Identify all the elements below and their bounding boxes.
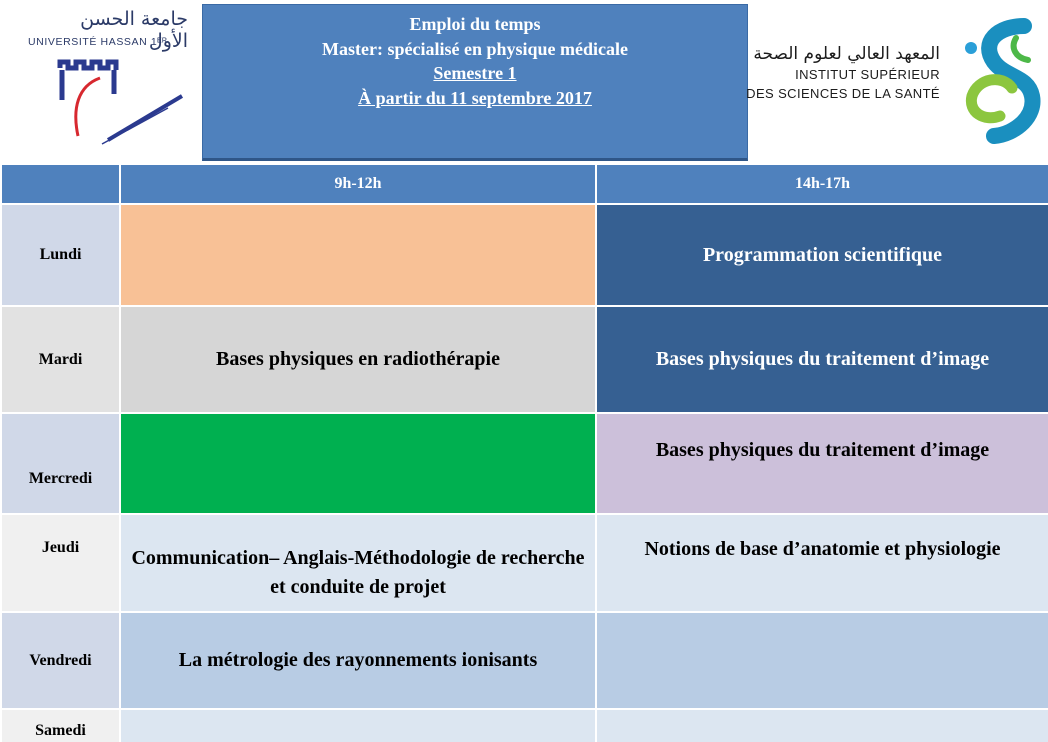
- day-label-samedi: Samedi: [1, 709, 120, 742]
- vendredi-afternoon-cell: [596, 612, 1048, 709]
- row-vendredi: [1, 612, 1048, 709]
- mardi-afternoon-cell: Bases physiques du traitement d’image: [596, 306, 1048, 413]
- day-label-jeudi: Jeudi: [1, 514, 120, 612]
- corner-cell: [1, 164, 120, 204]
- column-header-morning: 9h-12h: [120, 164, 596, 204]
- timetable-header-row: [1, 164, 1048, 204]
- row-lundi: [1, 204, 1048, 306]
- title-line-3: Semestre 1: [433, 63, 517, 83]
- lundi-morning-cell: [120, 204, 596, 306]
- samedi-morning-cell: [120, 709, 596, 742]
- lundi-afternoon-cell: Programmation scientifique: [596, 204, 1048, 306]
- day-label-mercredi: Mercredi: [1, 413, 120, 514]
- institut-french-line-2: DES SCIENCES DE LA SANTÉ: [746, 86, 940, 101]
- universite-arabic-name: جامعة الحسن الأول: [80, 8, 188, 52]
- row-mercredi: [1, 413, 1048, 514]
- institut-emblem-icon: [958, 18, 1048, 144]
- row-mardi: [1, 306, 1048, 413]
- day-label-lundi: Lundi: [1, 204, 120, 306]
- title-line-4: À partir du 11 septembre 2017: [358, 87, 592, 108]
- jeudi-morning-cell: Communication– Anglais-Méthodologie de recherche et conduite de projet: [120, 514, 596, 612]
- institut-logo: [746, 16, 1048, 146]
- universite-emblem-icon: [48, 48, 188, 148]
- column-header-afternoon: 14h-17h: [596, 164, 1048, 204]
- jeudi-afternoon-cell: Notions de base d’anatomie et physiologie: [596, 514, 1048, 612]
- page-header: [0, 0, 1048, 163]
- universite-hassan-logo: [18, 8, 188, 148]
- vendredi-morning-cell: La métrologie des rayonnements ionisants: [120, 612, 596, 709]
- title-line-1: Emploi du temps: [409, 14, 541, 34]
- samedi-afternoon-cell: [596, 709, 1048, 742]
- universite-french-name: UNIVERSITÉ HASSAN 1ᴱᴿ: [28, 36, 168, 48]
- day-label-vendredi: Vendredi: [1, 612, 120, 709]
- institut-arabic-name: المعهد العالي لعلوم الصحة: [753, 44, 940, 64]
- mardi-morning-cell: Bases physiques en radiothérapie: [120, 306, 596, 413]
- day-label-mardi: Mardi: [1, 306, 120, 413]
- row-jeudi: [1, 514, 1048, 612]
- institut-french-line-1: INSTITUT SUPÉRIEUR: [795, 67, 940, 82]
- timetable-grid: [0, 163, 1048, 742]
- row-samedi: [1, 709, 1048, 742]
- mercredi-afternoon-cell: Bases physiques du traitement d’image: [596, 413, 1048, 514]
- title-line-2: Master: spécialisé en physique médicale: [322, 38, 628, 59]
- mercredi-morning-cell: [120, 413, 596, 514]
- timetable-title-box: [202, 4, 748, 161]
